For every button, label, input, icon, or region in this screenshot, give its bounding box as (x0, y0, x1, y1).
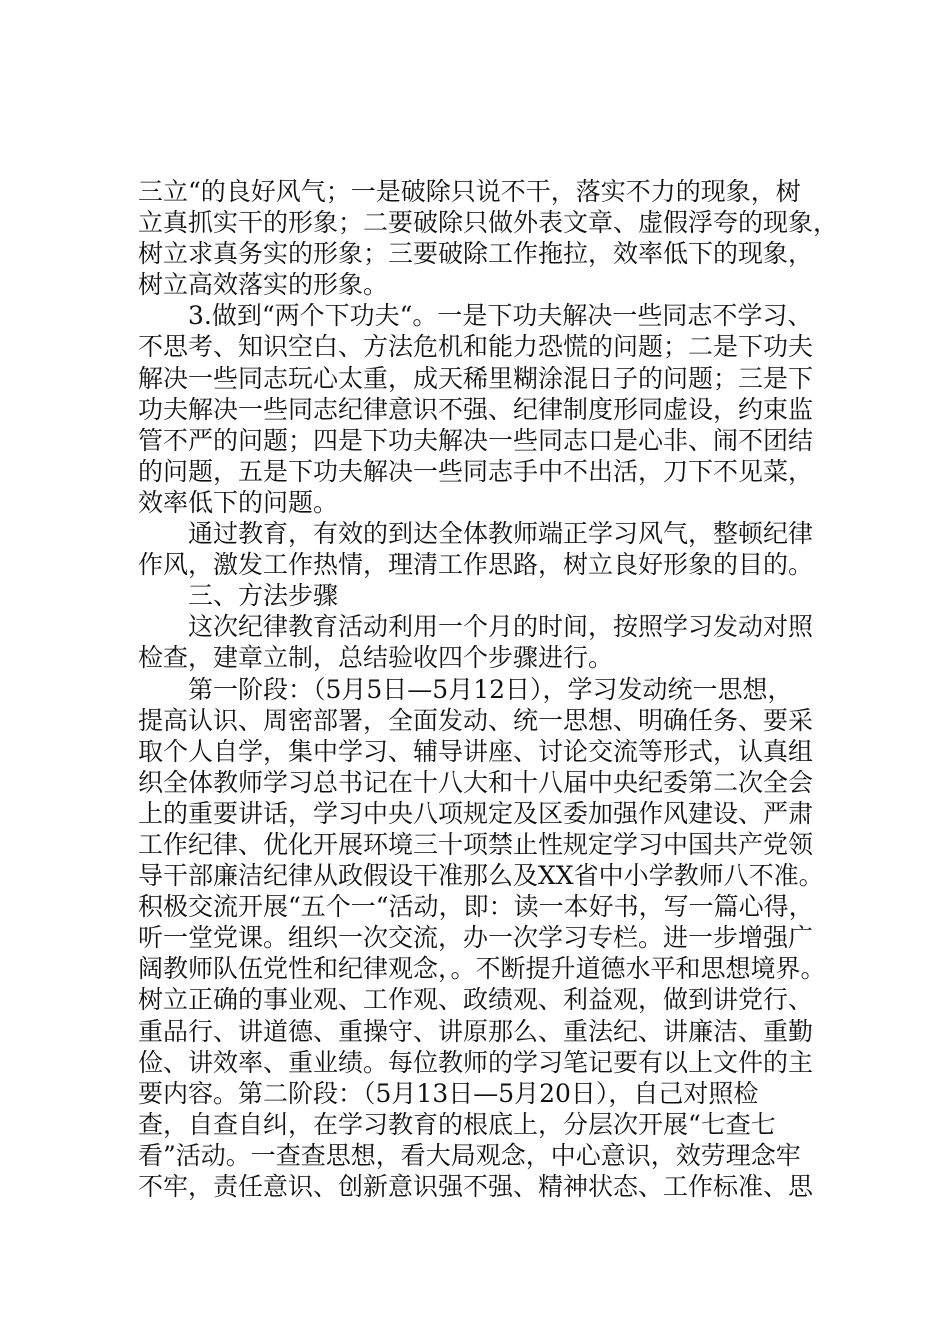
text-line: 阔教师队伍党性和纪律观念，。不断提升道德水平和思想境界。 (138, 954, 826, 984)
text-line: 俭、讲效率、重业绩。每位教师的学习笔记要有以上文件的主 (138, 1047, 814, 1077)
text-line: 上的重要讲话，学习中央八项规定及区委加强作风建设、严肃 (138, 798, 814, 828)
text-line: 看”活动。一查查思想，看大局观念，中心意识，效劳理念牢 (138, 1140, 801, 1170)
text-line: 积极交流开展“五个一“活动，即：读一本好书，写一篇心得， (138, 892, 814, 922)
text-line: 管不严的问题；四是下功夫解决一些同志口是心非、闹不团结 (138, 425, 814, 455)
text-line: 解决一些同志玩心太重，成天稀里糊涂混日子的问题；三是下 (138, 363, 814, 393)
text-line: 这次纪律教育活动利用一个月的时间，按照学习发动对照 (188, 612, 814, 642)
text-line: 重品行、讲道德、重操守、讲原那么、重法纪、讲廉洁、重勤 (138, 1016, 814, 1046)
text-line: 树立求真务实的形象；三要破除工作拖拉，效率低下的现象， (138, 239, 814, 269)
text-line: 织全体教师学习总书记在十八大和十八届中央纪委第二次全会 (138, 767, 814, 797)
text-line: 检查，建章立制，总结验收四个步骤进行。 (138, 643, 614, 673)
text-line: 通过教育，有效的到达全体教师端正学习风气，整顿纪律 (188, 519, 814, 549)
text-line: 效率低下的问题。 (138, 487, 339, 517)
text-line: 立真抓实干的形象；二要破除只做外表文章、虚假浮夸的现象， (138, 208, 839, 238)
text-line: 不牢，责任意识、创新意识强不强、精神状态、工作标准、思 (138, 1172, 814, 1201)
document-body (138, 176, 838, 1202)
text-line: 树立正确的事业观、工作观、政绩观、利益观，做到讲党行、 (138, 985, 814, 1015)
text-line: 查，自查自纠，在学习教育的根底上，分层次开展“七查七 (138, 1109, 776, 1139)
text-line: 提高认识、周密部署，全面发动、统一思想、明确任务、要采 (138, 705, 814, 735)
text-line: 作风，激发工作热情，理清工作思路，树立良好形象的目的。 (138, 550, 814, 580)
text-line: 导干部廉洁纪律从政假设干准那么及XX省中小学教师八不准。 (138, 861, 824, 891)
text-line: 3.做到“两个下功夫“。一是下功夫解决一些同志不学习、 (188, 301, 813, 331)
text-line: 三、方法步骤 (188, 581, 339, 611)
text-line: 功夫解决一些同志纪律意识不强、纪律制度形同虚设，约束监 (138, 394, 814, 424)
text-line: 三立“的良好风气；一是破除只说不干，落实不力的现象，树 (138, 177, 801, 206)
text-line: 工作纪律、优化开展环境三十项禁止性规定学习中国共产党领 (138, 829, 814, 859)
text-line: 第一阶段：（5月5日—5月12日），学习发动统一思想， (188, 674, 793, 704)
text-line: 树立高效落实的形象。 (138, 270, 389, 300)
text-line: 听一堂党课。组织一次交流，办一次学习专栏。进一步增强广 (138, 923, 814, 953)
text-line: 取个人自学，集中学习、辅导讲座、讨论交流等形式，认真组 (138, 736, 814, 766)
text-line: 要内容。第二阶段：（5月13日—5月20日），自己对照检 (138, 1078, 759, 1108)
text-line: 的问题，五是下功夫解决一些同志手中不出活，刀下不见菜， (138, 456, 814, 486)
text-line: 不思考、知识空白、方法危机和能力恐慌的问题；二是下功夫 (138, 332, 814, 362)
